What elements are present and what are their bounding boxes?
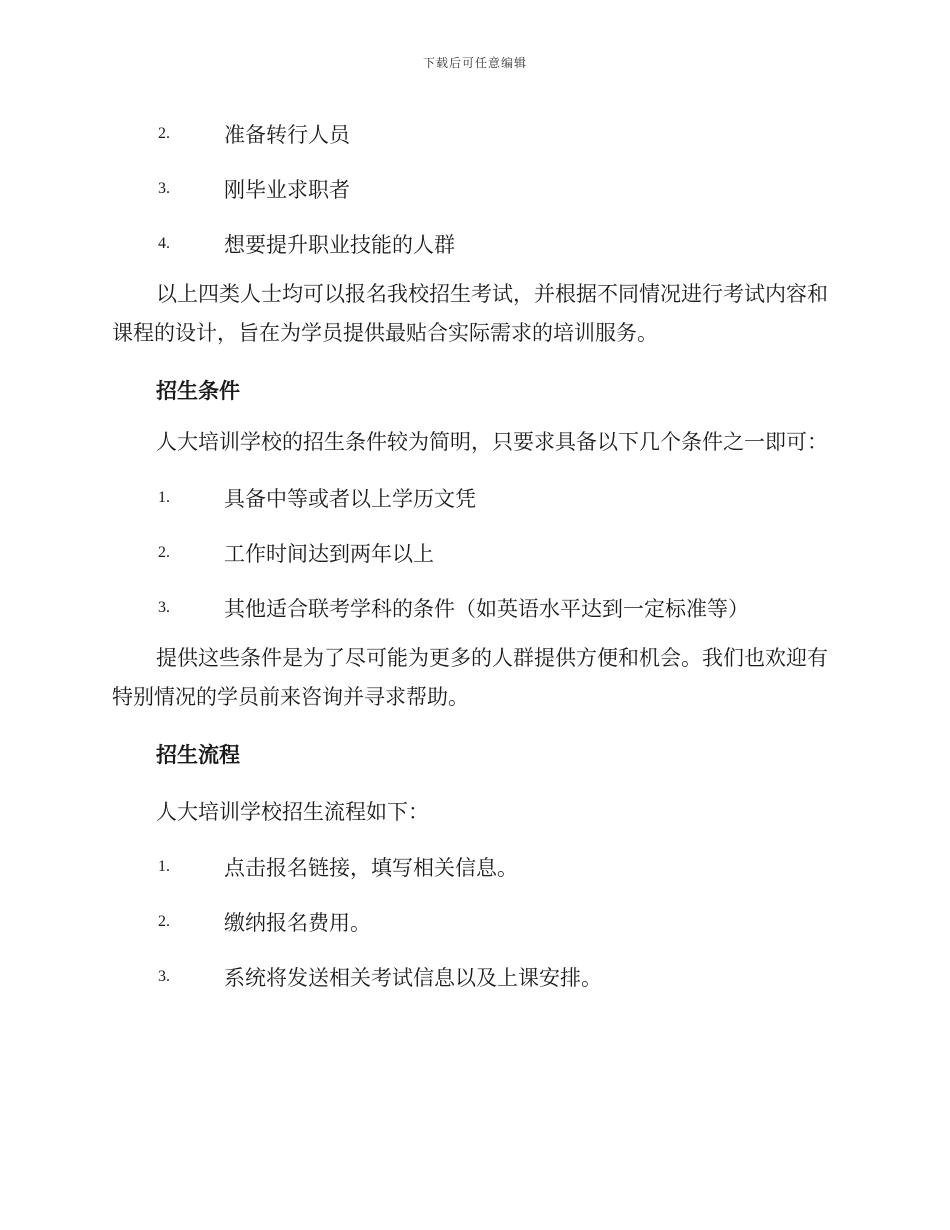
- list-number: 1.: [158, 488, 170, 506]
- list-text: 具备中等或者以上学历文凭: [224, 486, 476, 511]
- list-item: [112, 525, 836, 580]
- conditions-intro-paragraph: 人大培训学校的招生条件较为简明，只要求具备以下几个条件之一即可：: [156, 430, 828, 454]
- list-item: [112, 216, 836, 271]
- list-number: 2.: [158, 543, 170, 561]
- section-heading-conditions: 招生条件: [156, 378, 240, 403]
- list-item: [112, 580, 836, 635]
- list-text: 刚毕业求职者: [224, 177, 350, 202]
- list-item: [112, 894, 836, 949]
- list-text: 其他适合联考学科的条件（如英语水平达到一定标准等）: [224, 596, 749, 621]
- list-number: 3.: [158, 967, 170, 985]
- list-number: 1.: [158, 857, 170, 875]
- target-summary-paragraph: 以上四类人士均可以报名我校招生考试，并根据不同情况进行考试内容和课程的设计，旨在为学员提供最贴合实际需求的培训服务。: [112, 282, 828, 345]
- list-text: 系统将发送相关考试信息以及上课安排。: [224, 965, 602, 990]
- list-number: 3.: [158, 179, 170, 197]
- conditions-summary-paragraph: 提供这些条件是为了尽可能为更多的人群提供方便和机会。我们也欢迎有特别情况的学员前来咨询并寻求帮助。: [112, 646, 828, 709]
- list-item: [112, 949, 836, 1004]
- list-text: 点击报名链接，填写相关信息。: [224, 855, 518, 880]
- list-text: 想要提升职业技能的人群: [224, 232, 455, 257]
- section-heading-process: 招生流程: [156, 742, 240, 767]
- document-body: [112, 106, 836, 1004]
- header-note: 下载后可任意编辑: [422, 56, 527, 70]
- list-text: 工作时间达到两年以上: [224, 541, 434, 566]
- list-item: [112, 470, 836, 525]
- list-item: [112, 106, 836, 161]
- list-number: 4.: [158, 234, 170, 252]
- list-number: 2.: [158, 124, 170, 142]
- list-text: 缴纳报名费用。: [224, 910, 371, 935]
- list-text: 准备转行人员: [224, 122, 350, 147]
- list-number: 2.: [158, 912, 170, 930]
- list-item: [112, 839, 836, 894]
- list-item: [112, 161, 836, 216]
- list-number: 3.: [158, 598, 170, 616]
- process-intro: 人大培训学校招生流程如下：: [156, 800, 429, 824]
